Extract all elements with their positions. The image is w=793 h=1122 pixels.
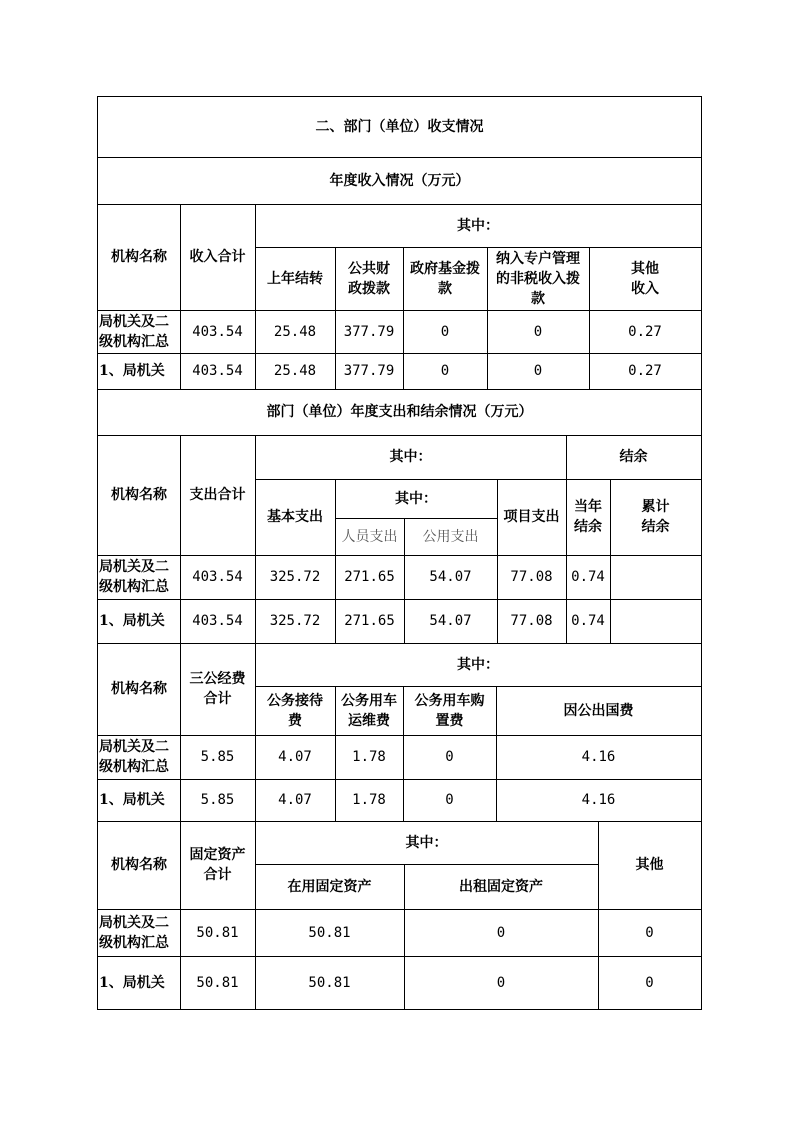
expense-header-among2: 其中： bbox=[395, 490, 437, 507]
assets-header-name: 机构名称 bbox=[111, 857, 167, 873]
table-row-name: 局机关及二 级机构汇总 bbox=[99, 313, 169, 350]
three-header-total: 三公经费 合计 bbox=[189, 671, 246, 707]
table-cell: 271.65 bbox=[344, 613, 395, 629]
table-cell: 25.48 bbox=[273, 363, 317, 379]
table-cell: 403.54 bbox=[192, 363, 243, 379]
expense-header-name: 机构名称 bbox=[111, 487, 167, 503]
table-cell: 0.27 bbox=[628, 363, 662, 379]
table-cell: 403.54 bbox=[192, 323, 243, 340]
income-header-carry: 上年结转 bbox=[267, 270, 323, 287]
table-cell: 403.54 bbox=[192, 613, 243, 629]
table-cell: 0 bbox=[496, 924, 506, 941]
expense-header-cum-balance: 累计 结余 bbox=[641, 499, 670, 535]
expense-header-total: 支出合计 bbox=[189, 487, 246, 503]
table-row-name: 局机关及二 级机构汇总 bbox=[99, 739, 169, 775]
income-header-among: 其中： bbox=[457, 217, 499, 234]
table-row-name: 局机关及二 级机构汇总 bbox=[99, 559, 169, 595]
table-cell: 1.78 bbox=[352, 792, 386, 808]
table-cell: 377.79 bbox=[343, 363, 395, 379]
assets-header-in-use: 在用固定资产 bbox=[287, 878, 372, 895]
income-header-other: 其他 收入 bbox=[631, 260, 659, 297]
expense-header-basic: 基本支出 bbox=[267, 509, 323, 525]
income-header-total: 收入合计 bbox=[189, 249, 246, 265]
summary-table bbox=[97, 96, 702, 1010]
table-cell: 50.81 bbox=[196, 974, 239, 991]
table-cell: 0 bbox=[445, 792, 454, 808]
table-row-name: 局机关及二 级机构汇总 bbox=[99, 914, 169, 951]
income-header-fund: 政府基金拨 款 bbox=[410, 260, 480, 297]
three-header-abroad: 因公出国费 bbox=[563, 702, 634, 719]
table-cell: 0 bbox=[440, 323, 450, 340]
table-cell: 50.81 bbox=[308, 974, 351, 991]
expense-header-personnel: 人员支出 bbox=[341, 528, 398, 545]
assets-header-rented: 出租固定资产 bbox=[459, 878, 543, 895]
table-cell: 4.16 bbox=[581, 792, 616, 808]
table-cell: 54.07 bbox=[429, 569, 472, 585]
table-cell: 325.72 bbox=[269, 569, 321, 585]
table-cell: 0 bbox=[496, 974, 506, 991]
table-cell: 0.27 bbox=[628, 323, 662, 340]
expense-header-among: 其中： bbox=[389, 449, 432, 465]
table-cell: 0 bbox=[533, 363, 543, 379]
three-header-vehicle-buy: 公务用车购 置费 bbox=[414, 692, 485, 729]
expense-header-project: 项目支出 bbox=[503, 509, 560, 525]
three-header-among: 其中： bbox=[457, 656, 499, 673]
table-cell: 4.07 bbox=[278, 749, 312, 765]
table-cell bbox=[610, 555, 701, 599]
three-header-vehicle-op: 公务用车 运维费 bbox=[341, 692, 397, 729]
table-cell: 0 bbox=[533, 323, 543, 340]
three-header-reception: 公务接待 费 bbox=[267, 692, 323, 729]
table-row-name: 1、局机关 bbox=[99, 363, 165, 379]
expense-header-public: 公用支出 bbox=[422, 528, 479, 545]
table-cell bbox=[610, 599, 701, 643]
table-row-name: 1、局机关 bbox=[99, 792, 165, 808]
table-cell: 54.07 bbox=[429, 613, 472, 629]
table-cell: 377.79 bbox=[343, 323, 395, 340]
table-cell: 271.65 bbox=[344, 569, 395, 585]
expense-header-balance: 结余 bbox=[619, 449, 648, 465]
three-header-name: 机构名称 bbox=[111, 681, 167, 697]
income-title: 年度收入情况（万元） bbox=[329, 172, 470, 189]
table-cell: 0 bbox=[440, 363, 450, 379]
expense-title: 部门（单位）年度支出和结余情况（万元） bbox=[266, 404, 533, 420]
expense-header-year-balance: 当年 结余 bbox=[574, 499, 602, 535]
table-cell: 4.07 bbox=[278, 792, 312, 808]
income-header-fiscal: 公共财 政拨款 bbox=[348, 260, 390, 297]
table-cell: 77.08 bbox=[510, 613, 553, 629]
table-cell: 0 bbox=[645, 924, 654, 941]
table-cell: 1.78 bbox=[352, 749, 386, 765]
table-cell: 4.16 bbox=[581, 749, 616, 765]
assets-header-other: 其他 bbox=[635, 857, 664, 873]
table-row-name: 1、局机关 bbox=[99, 974, 165, 991]
income-header-nontax: 纳入专户管理 的非税收入拨 款 bbox=[496, 250, 580, 307]
table-cell: 0.74 bbox=[571, 613, 605, 629]
assets-header-among: 其中： bbox=[405, 834, 448, 851]
table-cell: 5.85 bbox=[200, 749, 235, 765]
table-cell: 0.74 bbox=[571, 569, 605, 585]
page-title: 二、部门（单位）收支情况 bbox=[315, 119, 484, 135]
income-header-name: 机构名称 bbox=[111, 249, 167, 265]
table-cell: 0 bbox=[645, 974, 654, 991]
table-cell: 403.54 bbox=[192, 569, 243, 585]
table-row-name: 1、局机关 bbox=[99, 613, 165, 629]
table-cell: 25.48 bbox=[273, 323, 317, 340]
table-cell: 50.81 bbox=[196, 924, 239, 941]
table-cell: 5.85 bbox=[200, 792, 235, 808]
table-cell: 50.81 bbox=[308, 924, 351, 941]
table-cell: 77.08 bbox=[510, 569, 553, 585]
table-cell: 325.72 bbox=[269, 613, 321, 629]
table-cell: 0 bbox=[445, 749, 454, 765]
assets-header-total: 固定资产 合计 bbox=[189, 847, 246, 883]
